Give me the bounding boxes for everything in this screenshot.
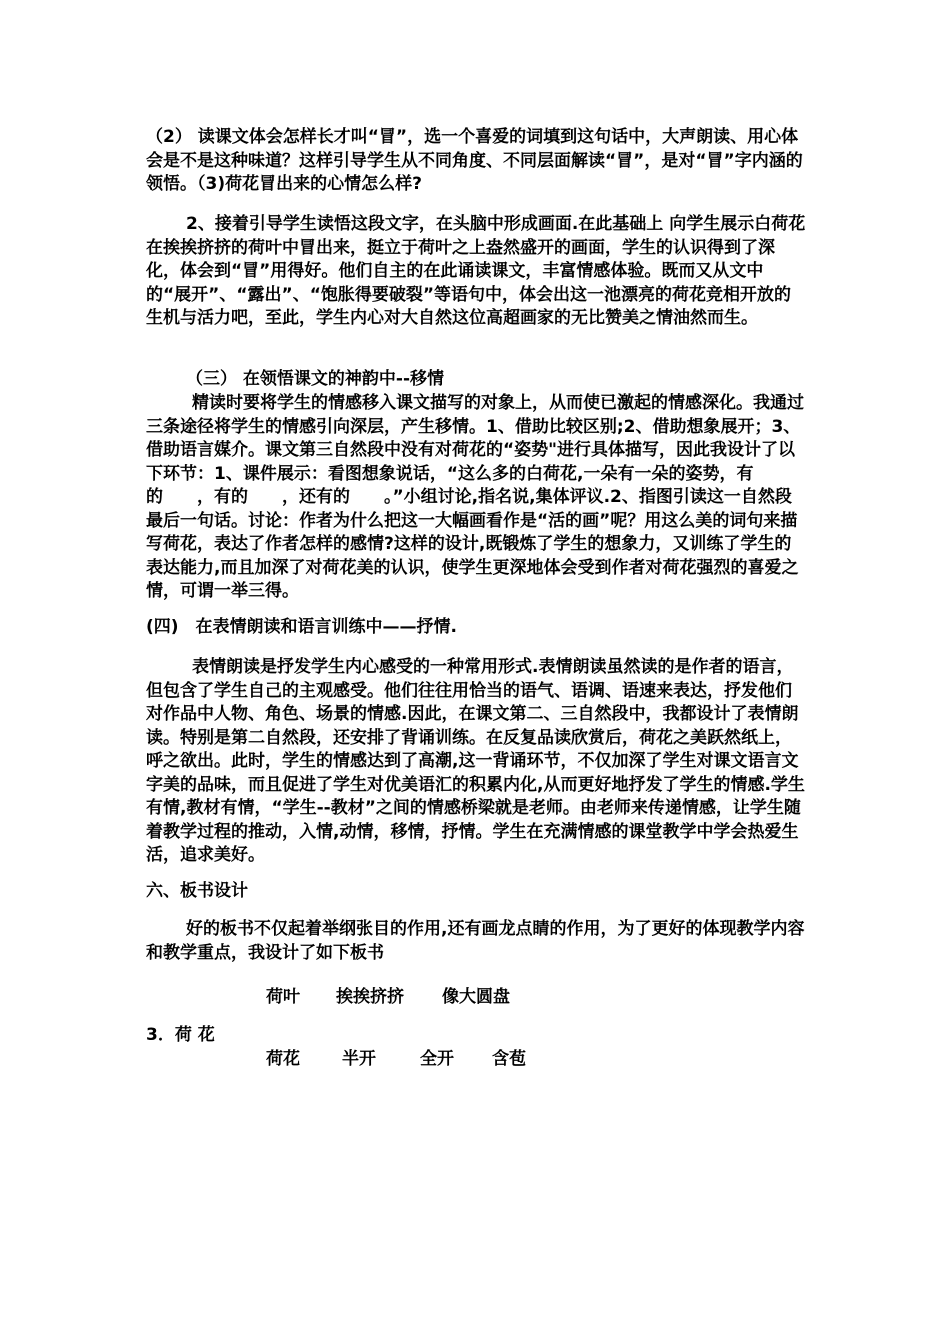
board-title: 3．荷 花 [146, 1025, 215, 1045]
paragraph-board-design [146, 918, 808, 965]
section-heading-4: (四) 在表情朗读和语言训练中——抒情. [146, 617, 457, 637]
board-cell: 含苞 [492, 1049, 526, 1069]
board-cell: 荷叶 [266, 987, 300, 1007]
paragraph-text: （2） 读课文体会怎样长才叫“冒”，选一个喜爱的词填到这句话中，大声朗读、用心体会是不是这种味道？这样引导学生从不同角度、不同层面解读“冒”，是对“冒”字内涵的领悟。（3)荷花冒出来的心情怎么样? [146, 127, 803, 194]
section-heading-6: 六、板书设计 [146, 881, 248, 901]
board-cell: 半开 [342, 1049, 376, 1069]
board-cell: 挨挨挤挤 [336, 987, 404, 1007]
paragraph-text: 好的板书不仅起着举纲张目的作用,还有画龙点睛的作用，为了更好的体现教学内容和教学重点，我设计了如下板书 [146, 919, 805, 963]
section-heading-3: （三） 在领悟课文的神韵中--移情 [186, 369, 445, 389]
board-cell: 荷花 [266, 1049, 300, 1069]
board-cell: 全开 [420, 1049, 454, 1069]
paragraph-text: 2、接着引导学生读悟这段文字，在头脑中形成画面.在此基础上 向学生展示白荷花在挨挨挤挤的荷叶中冒出来，挺立于荷叶之上盎然盛开的画面，学生的认识得到了深化，体会到“冒”用得好。他们自主的在此诵读课文，丰富情感体验。既而又从文中的“展开”、“露出”、“饱胀得要破裂”等语句中，体会出这一池漂亮的荷花竞相开放的生机与活力吧，至此，学生内心对大自然这位高超画家的无比赞美之情油然而生。 [146, 214, 806, 328]
paragraph-text: 精读时要将学生的情感移入课文描写的对象上，从而使已激起的情感深化。我通过三条途径将学生的情感引向深层，产生移情。1、借助比较区别;2、借助想象展开；3、借助语言媒介。课文第三自然段中没有对荷花的“姿势"进行具体描写，因此我设计了以下环节：1、课件展示：看图想象说话，“这么多的白荷花,一朵有一朵的姿势，有的 ，有的 ，还有的 。”小组讨论,指名说,集体评议.2、指图引读这一自然段最后一句话。讨论：作者为什么把这一大幅画看作是“活的画”呢？用这么美的词句来描写荷花，表达了作者怎样的感情?这样的设计,既锻炼了学生的想象力，又训练了学生的表达能力,而且加深了对荷花美的认识，使学生更深地体会受到作者对荷花强烈的喜爱之情，可谓一举三得。 [146, 393, 804, 601]
paragraph-guide-reading [146, 213, 808, 331]
paragraph-reading-mao [146, 126, 808, 197]
paragraph-expressive-reading [146, 656, 808, 868]
paragraph-text: 表情朗读是抒发学生内心感受的一种常用形式.表情朗读虽然读的是作者的语言，但包含了学生自己的主观感受。他们往往用恰当的语气、语调、语速来表达，抒发他们对作品中人物、角色、场景的情感.因此，在课文第二、三自然段中，我都设计了表情朗读。特别是第二自然段，还安排了背诵训练。在反复品读欣赏后，荷花之美跃然纸上，呼之欲出。此时，学生的情感达到了高潮,这一背诵环节，不仅加深了学生对课文语言文字美的品味，而且促进了学生对优美语汇的积累内化,从而更好地抒发了学生的情感.学生有情,教材有情，“学生--教材”之间的情感桥梁就是老师。由老师来传递情感，让学生随着教学过程的推动，入情,动情，移情，抒情。学生在充满情感的课堂教学中学会热爱生活，追求美好。 [146, 657, 805, 865]
board-cell: 像大圆盘 [442, 987, 510, 1007]
paragraph-empathy [146, 392, 808, 604]
